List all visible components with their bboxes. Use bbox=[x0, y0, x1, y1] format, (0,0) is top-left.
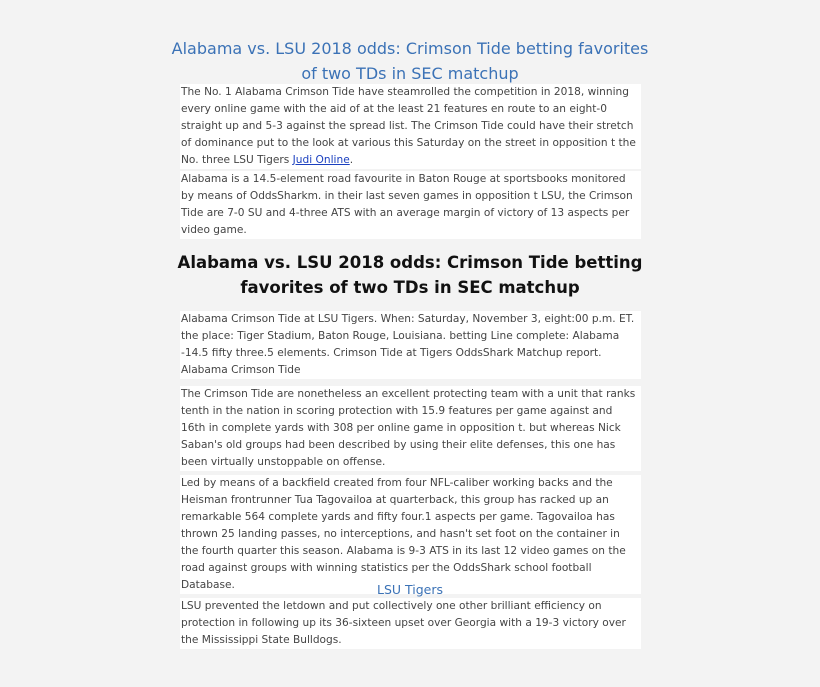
intro-paragraph-1-text: The No. 1 Alabama Crimson Tide have steamrolled the competition in 2018, winning every online game with the aid of at the least 21 features en route to an eight-0 straight up and 5-3 against the spread list. The Crimson Tide could have their stretch of dominance put to the look at various this Saturday on the street in opposition t the No. three LSU Tigers bbox=[181, 86, 636, 166]
section-heading: Alabama vs. LSU 2018 odds: Crimson Tide betting favorites of two TDs in SEC matchup bbox=[177, 253, 643, 297]
lsu-block bbox=[180, 598, 641, 649]
intro-paragraph-1-end: . bbox=[349, 154, 354, 166]
matchup-block bbox=[180, 311, 641, 379]
defense-block bbox=[180, 386, 641, 471]
intro-block-2 bbox=[180, 171, 641, 239]
intro-paragraph-1 bbox=[180, 84, 641, 169]
intro-paragraph-2: Alabama is a 14.5-element road favourite in Baton Rouge at sportsbooks monitored by means of OddsSharkm. in their last seven games in opposition t LSU, the Crimson Tide are 7-0 SU and 4-three ATS with an average margin of victory of 13 aspects per video game. bbox=[181, 173, 633, 236]
lsu-subheading: LSU Tigers bbox=[376, 582, 444, 597]
judi-online-link[interactable]: Judi Online bbox=[292, 154, 350, 166]
offense-block bbox=[180, 475, 641, 594]
offense-paragraph: Led by means of a backfield created from four NFL-caliber working backs and the Heisman frontrunner Tua Tagovailoa at quarterback, this group has racked up an remarkable 564 complete yards and fifty four.1 aspects per game. Tagovailoa has thrown 25 landing passes, no interceptions, and hasn't set foot on the container in the fourth quarter this season. Alabama is 9-3 ATS in its last 12 video games on the road against groups with winning statistics per the OddsShark school football Database. bbox=[181, 477, 626, 591]
article-title: Alabama vs. LSU 2018 odds: Crimson Tide betting favorites of two TDs in SEC matchup bbox=[171, 39, 649, 83]
intro-block bbox=[180, 84, 641, 169]
lsu-paragraph: LSU prevented the letdown and put collectively one other brilliant efficiency on protection in following up its 36-sixteen upset over Georgia with a 19-3 victory over the Mississippi State Bulldogs. bbox=[181, 600, 626, 646]
defense-paragraph: The Crimson Tide are nonetheless an excellent protecting team with a unit that ranks tenth in the nation in scoring protection with 15.9 features per game against and 16th in complete yards with 308 per online game in opposition t. but whereas Nick Saban's old groups had been described by using their elite defenses, this one has been virtually unstoppable on offense. bbox=[181, 388, 636, 468]
matchup-paragraph: Alabama Crimson Tide at LSU Tigers. When: Saturday, November 3, eight:00 p.m. ET. the place: Tiger Stadium, Baton Rouge, Louisiana. betting Line complete: Alabama -14.5 fifty three.5 elements. Crimson Tide at Tigers OddsShark Matchup report. Alabama Crimson Tide bbox=[181, 313, 635, 376]
